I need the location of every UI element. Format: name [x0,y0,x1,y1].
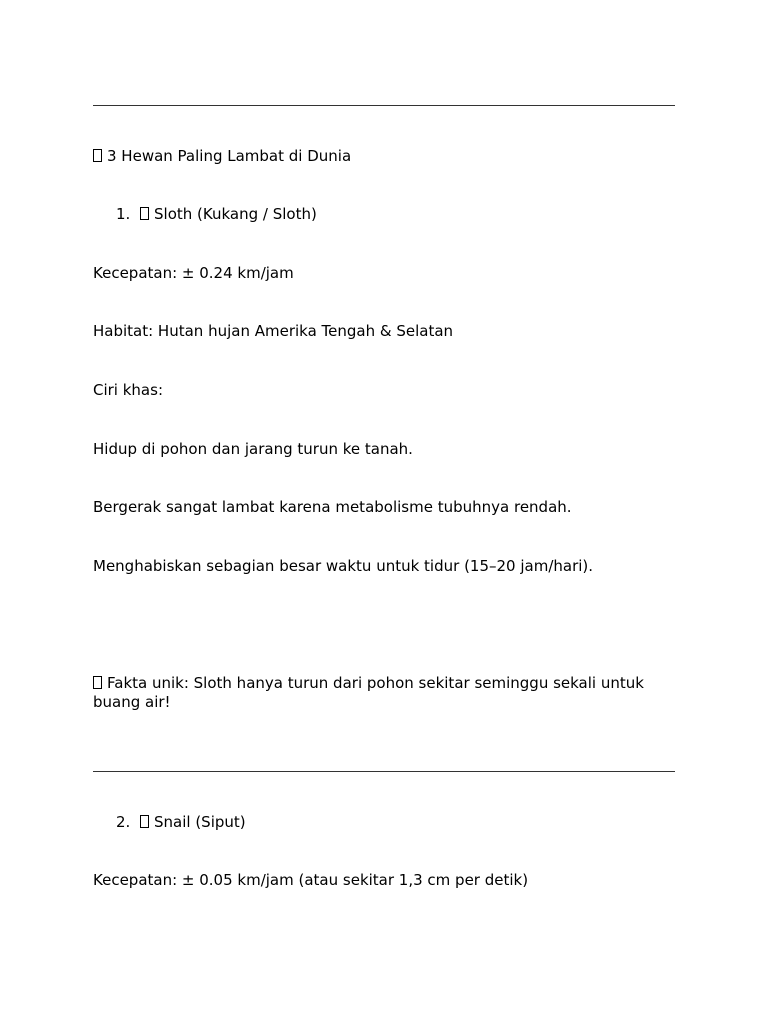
section-heading-sloth [116,205,317,224]
emoji-placeholder-icon [140,815,149,828]
sloth-habitat: Habitat: Hutan hujan Amerika Tengah & Selatan [93,322,454,340]
list-number: 2. [116,813,131,831]
sloth-trait-item: Bergerak sangat lambat karena metabolisme tubuhnya rendah. [93,498,572,516]
section-heading-text: Sloth (Kukang / Sloth) [154,205,317,223]
sloth-fact: Fakta unik: Sloth hanya turun dari pohon sekitar seminggu sekali untuk buang air! [93,674,644,711]
list-number: 1. [116,205,131,223]
horizontal-rule [93,105,675,106]
emoji-placeholder-icon [93,676,102,689]
emoji-placeholder-icon [93,149,102,162]
sloth-speed: Kecepatan: ± 0.24 km/jam [93,264,294,282]
section-heading-text: Snail (Siput) [154,813,246,831]
sloth-trait-item: Menghabiskan sebagian besar waktu untuk tidur (15–20 jam/hari). [93,557,594,575]
sloth-trait-item: Hidup di pohon dan jarang turun ke tanah. [93,440,413,458]
document-title: 3 Hewan Paling Lambat di Dunia [93,147,351,166]
snail-speed: Kecepatan: ± 0.05 km/jam (atau sekitar 1,3 cm per detik) [93,871,529,889]
sloth-traits-label: Ciri khas: [93,381,163,399]
emoji-placeholder-icon [140,207,149,220]
section-heading-snail [116,813,246,832]
horizontal-rule [93,771,675,772]
